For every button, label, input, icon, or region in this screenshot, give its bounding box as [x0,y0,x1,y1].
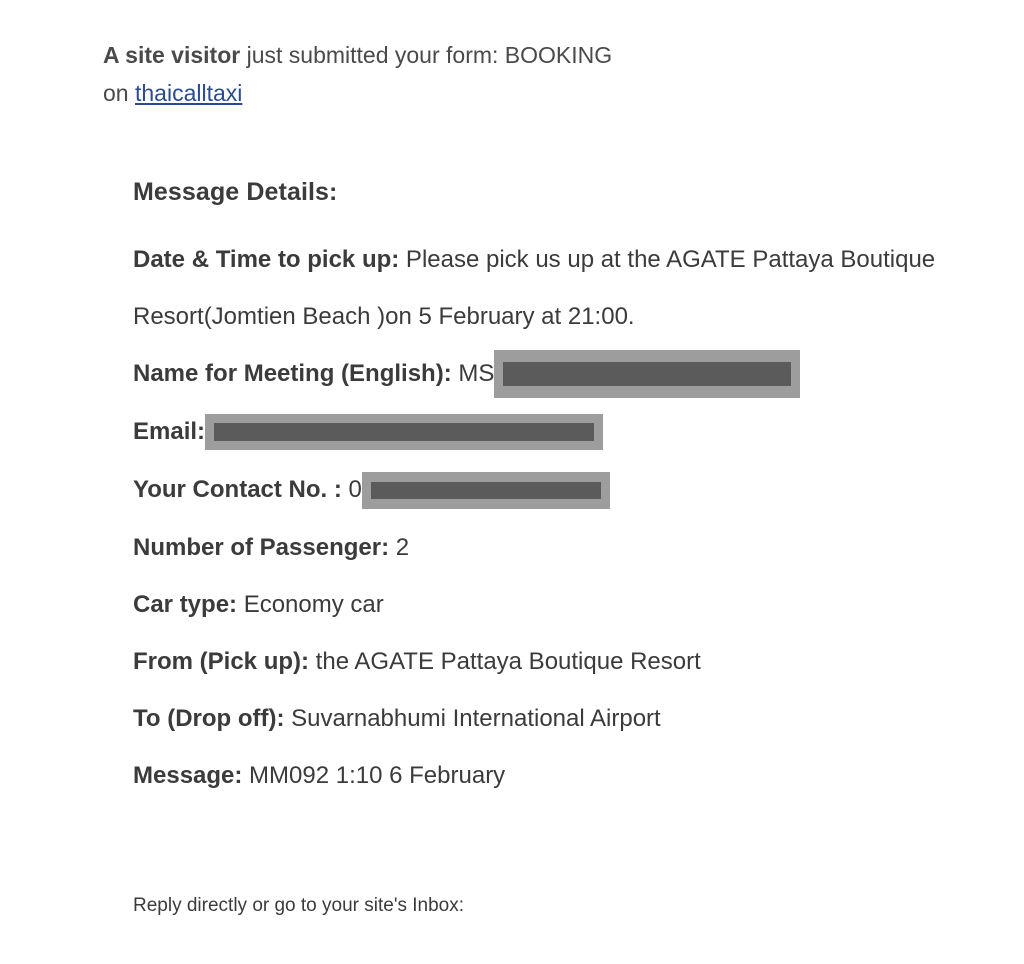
detail-label: Car type: [133,591,238,619]
detail-value: MM092 1:10 6 February [242,762,506,790]
submission-notice [103,36,923,112]
detail-label: Date & Time to pick up: [133,246,400,273]
notice-strong-text: A site visitor [103,42,241,68]
notice-on-word: on [103,80,135,106]
detail-row-date-time [133,231,993,345]
detail-row-message [133,747,993,804]
detail-label: Email: [133,418,206,446]
site-link[interactable]: thaicalltaxi [134,80,243,106]
detail-label: To (Drop off): [133,705,285,733]
detail-value: Economy car [237,591,384,619]
redaction-bar-phone [362,462,610,519]
detail-label: Name for Meeting (English): [133,360,452,387]
detail-row-name [133,345,993,403]
detail-value: MS [451,360,495,387]
detail-value: 2 [389,534,410,562]
detail-value: Please pick us up at the AGATE Pattaya Boutique Resort(Jomtien Beach )on 5 February at 21:00. [133,246,936,330]
redaction-bar-email [205,404,603,461]
detail-label: Your Contact No. : [133,476,342,504]
footer-reply-text: Reply directly or go to your site's Inbox: [133,895,464,916]
message-details-section [133,178,993,804]
detail-label: Message: [133,762,243,790]
redaction-bar-name [494,346,800,403]
detail-row-from [133,633,993,690]
detail-row-passengers [133,519,993,576]
detail-value: 0 [341,476,362,504]
notice-rest-text: just submitted your form: BOOKING [240,42,613,68]
detail-row-car-type [133,576,993,633]
detail-value: the AGATE Pattaya Boutique Resort [309,648,701,676]
detail-label: Number of Passenger: [133,534,390,562]
detail-row-email [133,403,993,461]
detail-label: From (Pick up): [133,648,310,676]
detail-row-contact [133,461,993,519]
detail-row-to [133,690,993,747]
message-details-title: Message Details: [133,178,338,206]
detail-value: Suvarnabhumi International Airport [284,705,661,733]
